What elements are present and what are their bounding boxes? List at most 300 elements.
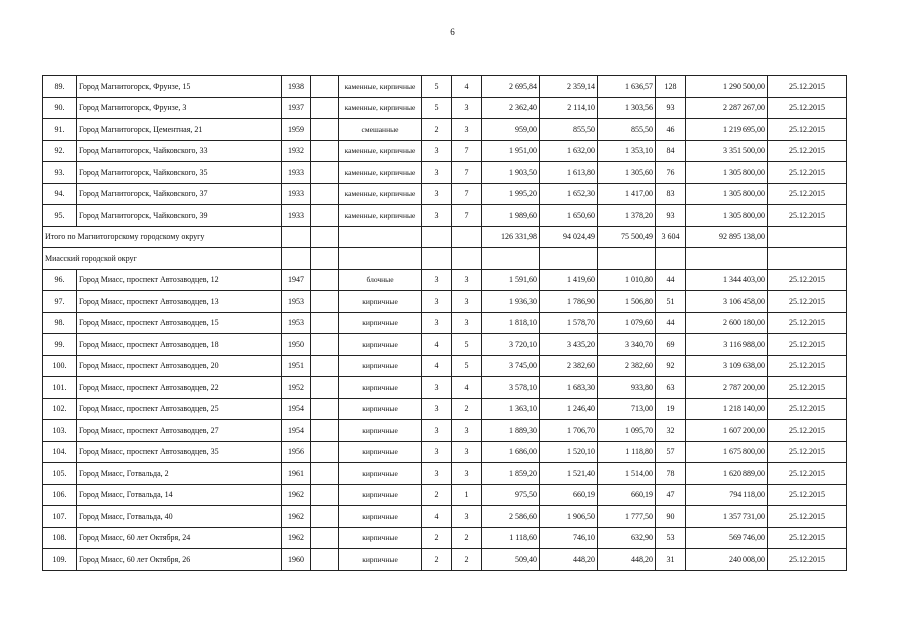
floors-cell: 3: [422, 183, 452, 205]
residents-cell: 93: [656, 205, 686, 227]
date-cell: 25.12.2015: [768, 97, 847, 119]
wall-material-cell: кирпичные: [339, 484, 422, 506]
living-area-cell: 1 683,30: [540, 377, 598, 399]
empty-cell: [422, 248, 452, 270]
table-row: [43, 119, 847, 141]
row-number: 89.: [43, 76, 77, 98]
floors-cell: 5: [422, 97, 452, 119]
wall-material-cell: кирпичные: [339, 506, 422, 528]
year-cell: 1962: [282, 527, 311, 549]
address-cell: Город Миасс, проспект Автозаводцев, 25: [77, 398, 282, 420]
address-cell: Город Миасс, проспект Автозаводцев, 18: [77, 334, 282, 356]
residential-area-sum: 75 500,49: [598, 226, 656, 248]
address-cell: Город Миасс, Готвальда, 2: [77, 463, 282, 485]
table-row: [43, 420, 847, 442]
living-area-cell: 1 632,00: [540, 140, 598, 162]
year-cell: 1959: [282, 119, 311, 141]
address-cell: Город Магнитогорск, Чайковского, 37: [77, 183, 282, 205]
entrances-cell: 4: [452, 76, 482, 98]
total-area-sum: 126 331,98: [482, 226, 540, 248]
living-area-cell: 1 419,60: [540, 269, 598, 291]
living-area-cell: 1 613,80: [540, 162, 598, 184]
housing-register-table: [42, 75, 847, 571]
floors-cell: 3: [422, 162, 452, 184]
address-cell: Город Миасс, проспект Автозаводцев, 22: [77, 377, 282, 399]
total-area-cell: 3 578,10: [482, 377, 540, 399]
entrances-cell: 3: [452, 291, 482, 313]
year-cell: 1933: [282, 205, 311, 227]
total-area-cell: 1 989,60: [482, 205, 540, 227]
living-area-cell: 660,19: [540, 484, 598, 506]
cost-cell: 3 351 500,00: [686, 140, 768, 162]
cost-cell: 569 746,00: [686, 527, 768, 549]
date-cell: 25.12.2015: [768, 334, 847, 356]
table-row: [43, 205, 847, 227]
residents-cell: 78: [656, 463, 686, 485]
entrances-cell: 2: [452, 549, 482, 571]
empty-cell: [482, 248, 540, 270]
address-cell: Город Миасс, проспект Автозаводцев, 12: [77, 269, 282, 291]
residents-cell: 128: [656, 76, 686, 98]
table-row: [43, 97, 847, 119]
residents-cell: 44: [656, 269, 686, 291]
residents-cell: 51: [656, 291, 686, 313]
empty-cell: [339, 226, 422, 248]
table-row: [43, 312, 847, 334]
floors-cell: 3: [422, 377, 452, 399]
year-cell: 1962: [282, 484, 311, 506]
total-label: Итого по Магнитогорскому городскому округу: [43, 226, 282, 248]
residential-area-cell: 2 382,60: [598, 355, 656, 377]
wall-material-cell: кирпичные: [339, 463, 422, 485]
residential-area-cell: 3 340,70: [598, 334, 656, 356]
empty-cell: [311, 398, 339, 420]
wall-material-cell: кирпичные: [339, 334, 422, 356]
residential-area-cell: 1 777,50: [598, 506, 656, 528]
address-cell: Город Миасс, проспект Автозаводцев, 27: [77, 420, 282, 442]
living-area-sum: 94 024,49: [540, 226, 598, 248]
residential-area-cell: 448,20: [598, 549, 656, 571]
living-area-cell: 2 359,14: [540, 76, 598, 98]
row-number: 91.: [43, 119, 77, 141]
residents-cell: 63: [656, 377, 686, 399]
residents-cell: 53: [656, 527, 686, 549]
total-area-cell: 1 936,30: [482, 291, 540, 313]
residential-area-cell: 933,80: [598, 377, 656, 399]
living-area-cell: 1 706,70: [540, 420, 598, 442]
wall-material-cell: кирпичные: [339, 420, 422, 442]
table-row: [43, 484, 847, 506]
empty-cell: [311, 226, 339, 248]
living-area-cell: 855,50: [540, 119, 598, 141]
entrances-cell: 7: [452, 183, 482, 205]
wall-material-cell: каменные, кирпичные: [339, 140, 422, 162]
empty-cell: [422, 226, 452, 248]
empty-cell: [311, 463, 339, 485]
empty-cell: [311, 355, 339, 377]
residential-area-cell: 713,00: [598, 398, 656, 420]
cost-cell: 1 305 800,00: [686, 183, 768, 205]
table-row: [43, 183, 847, 205]
floors-cell: 2: [422, 119, 452, 141]
table-row: [43, 355, 847, 377]
row-number: 94.: [43, 183, 77, 205]
date-cell: 25.12.2015: [768, 269, 847, 291]
year-cell: 1954: [282, 398, 311, 420]
cost-cell: 1 620 889,00: [686, 463, 768, 485]
row-number: 97.: [43, 291, 77, 313]
wall-material-cell: кирпичные: [339, 398, 422, 420]
cost-cell: 2 787 200,00: [686, 377, 768, 399]
date-cell: 25.12.2015: [768, 377, 847, 399]
row-number: 106.: [43, 484, 77, 506]
wall-material-cell: каменные, кирпичные: [339, 205, 422, 227]
floors-cell: 3: [422, 312, 452, 334]
living-area-cell: 1 578,70: [540, 312, 598, 334]
year-cell: 1951: [282, 355, 311, 377]
entrances-cell: 2: [452, 527, 482, 549]
residents-sum: 3 604: [656, 226, 686, 248]
date-cell: 25.12.2015: [768, 312, 847, 334]
total-area-cell: 2 695,84: [482, 76, 540, 98]
floors-cell: 3: [422, 205, 452, 227]
cost-cell: 1 344 403,00: [686, 269, 768, 291]
empty-cell: [311, 377, 339, 399]
empty-cell: [311, 484, 339, 506]
residential-area-cell: 855,50: [598, 119, 656, 141]
total-area-cell: 1 995,20: [482, 183, 540, 205]
entrances-cell: 7: [452, 140, 482, 162]
residents-cell: 32: [656, 420, 686, 442]
section-header-row: [43, 248, 847, 270]
cost-cell: 1 305 800,00: [686, 162, 768, 184]
empty-cell: [311, 527, 339, 549]
total-area-cell: 1 118,60: [482, 527, 540, 549]
address-cell: Город Миасс, проспект Автозаводцев, 35: [77, 441, 282, 463]
wall-material-cell: каменные, кирпичные: [339, 183, 422, 205]
address-cell: Город Миасс, 60 лет Октября, 24: [77, 527, 282, 549]
empty-cell: [768, 248, 847, 270]
total-row: [43, 226, 847, 248]
wall-material-cell: смешанные: [339, 119, 422, 141]
cost-cell: 240 008,00: [686, 549, 768, 571]
date-cell: 25.12.2015: [768, 463, 847, 485]
year-cell: 1947: [282, 269, 311, 291]
entrances-cell: 2: [452, 398, 482, 420]
floors-cell: 2: [422, 527, 452, 549]
residents-cell: 19: [656, 398, 686, 420]
table-row: [43, 162, 847, 184]
cost-cell: 1 218 140,00: [686, 398, 768, 420]
total-area-cell: 1 591,60: [482, 269, 540, 291]
residents-cell: 90: [656, 506, 686, 528]
total-area-cell: 1 951,00: [482, 140, 540, 162]
residential-area-cell: 660,19: [598, 484, 656, 506]
date-cell: 25.12.2015: [768, 119, 847, 141]
living-area-cell: 2 382,60: [540, 355, 598, 377]
table-row: [43, 463, 847, 485]
table-row: [43, 377, 847, 399]
empty-cell: [598, 248, 656, 270]
year-cell: 1953: [282, 312, 311, 334]
address-cell: Город Миасс, Готвальда, 40: [77, 506, 282, 528]
entrances-cell: 5: [452, 334, 482, 356]
empty-cell: [311, 248, 339, 270]
empty-cell: [282, 226, 311, 248]
residents-cell: 57: [656, 441, 686, 463]
address-cell: Город Миасс, проспект Автозаводцев, 20: [77, 355, 282, 377]
floors-cell: 3: [422, 269, 452, 291]
empty-cell: [311, 420, 339, 442]
residential-area-cell: 632,90: [598, 527, 656, 549]
year-cell: 1932: [282, 140, 311, 162]
empty-cell: [656, 248, 686, 270]
wall-material-cell: кирпичные: [339, 527, 422, 549]
total-area-cell: 1 859,20: [482, 463, 540, 485]
wall-material-cell: каменные, кирпичные: [339, 97, 422, 119]
year-cell: 1933: [282, 183, 311, 205]
empty-cell: [311, 441, 339, 463]
residents-cell: 44: [656, 312, 686, 334]
year-cell: 1952: [282, 377, 311, 399]
living-area-cell: 2 114,10: [540, 97, 598, 119]
living-area-cell: 1 786,90: [540, 291, 598, 313]
table-body: [43, 76, 847, 571]
total-area-cell: 959,00: [482, 119, 540, 141]
wall-material-cell: кирпичные: [339, 549, 422, 571]
residential-area-cell: 1 095,70: [598, 420, 656, 442]
cost-cell: 1 357 731,00: [686, 506, 768, 528]
table-row: [43, 334, 847, 356]
date-cell: 25.12.2015: [768, 355, 847, 377]
empty-cell: [452, 226, 482, 248]
wall-material-cell: каменные, кирпичные: [339, 76, 422, 98]
cost-cell: 2 600 180,00: [686, 312, 768, 334]
empty-cell: [686, 248, 768, 270]
total-area-cell: 1 363,10: [482, 398, 540, 420]
empty-cell: [768, 226, 847, 248]
section-label: Миасский городской округ: [43, 248, 282, 270]
table-row: [43, 291, 847, 313]
entrances-cell: 3: [452, 269, 482, 291]
table-row: [43, 76, 847, 98]
date-cell: 25.12.2015: [768, 527, 847, 549]
cost-cell: 1 290 500,00: [686, 76, 768, 98]
cost-cell: 1 305 800,00: [686, 205, 768, 227]
date-cell: 25.12.2015: [768, 420, 847, 442]
living-area-cell: 1 906,50: [540, 506, 598, 528]
row-number: 90.: [43, 97, 77, 119]
total-area-cell: 1 818,10: [482, 312, 540, 334]
residential-area-cell: 1 010,80: [598, 269, 656, 291]
residents-cell: 31: [656, 549, 686, 571]
floors-cell: 4: [422, 355, 452, 377]
cost-cell: 3 116 988,00: [686, 334, 768, 356]
empty-cell: [311, 506, 339, 528]
empty-cell: [311, 76, 339, 98]
floors-cell: 3: [422, 140, 452, 162]
total-area-cell: 1 889,30: [482, 420, 540, 442]
residential-area-cell: 1 636,57: [598, 76, 656, 98]
address-cell: Город Магнитогорск, Фрунзе, 15: [77, 76, 282, 98]
empty-cell: [311, 140, 339, 162]
table-row: [43, 269, 847, 291]
row-number: 109.: [43, 549, 77, 571]
row-number: 92.: [43, 140, 77, 162]
total-area-cell: 2 362,40: [482, 97, 540, 119]
row-number: 100.: [43, 355, 77, 377]
total-area-cell: 509,40: [482, 549, 540, 571]
wall-material-cell: кирпичные: [339, 377, 422, 399]
year-cell: 1938: [282, 76, 311, 98]
year-cell: 1937: [282, 97, 311, 119]
living-area-cell: 1 652,30: [540, 183, 598, 205]
year-cell: 1933: [282, 162, 311, 184]
row-number: 107.: [43, 506, 77, 528]
address-cell: Город Магнитогорск, Чайковского, 33: [77, 140, 282, 162]
entrances-cell: 5: [452, 355, 482, 377]
date-cell: 25.12.2015: [768, 162, 847, 184]
wall-material-cell: кирпичные: [339, 441, 422, 463]
empty-cell: [311, 97, 339, 119]
date-cell: 25.12.2015: [768, 506, 847, 528]
table-row: [43, 527, 847, 549]
table-row: [43, 506, 847, 528]
entrances-cell: 4: [452, 377, 482, 399]
table-row: [43, 441, 847, 463]
cost-cell: 3 106 458,00: [686, 291, 768, 313]
residential-area-cell: 1 506,80: [598, 291, 656, 313]
floors-cell: 4: [422, 334, 452, 356]
cost-sum: 92 895 138,00: [686, 226, 768, 248]
empty-cell: [311, 183, 339, 205]
total-area-cell: 3 720,10: [482, 334, 540, 356]
total-area-cell: 975,50: [482, 484, 540, 506]
floors-cell: 3: [422, 463, 452, 485]
entrances-cell: 3: [452, 97, 482, 119]
date-cell: 25.12.2015: [768, 441, 847, 463]
wall-material-cell: каменные, кирпичные: [339, 162, 422, 184]
date-cell: 25.12.2015: [768, 398, 847, 420]
year-cell: 1961: [282, 463, 311, 485]
cost-cell: 3 109 638,00: [686, 355, 768, 377]
floors-cell: 3: [422, 398, 452, 420]
cost-cell: 1 219 695,00: [686, 119, 768, 141]
living-area-cell: 1 246,40: [540, 398, 598, 420]
entrances-cell: 3: [452, 119, 482, 141]
residents-cell: 93: [656, 97, 686, 119]
row-number: 99.: [43, 334, 77, 356]
residential-area-cell: 1 353,10: [598, 140, 656, 162]
wall-material-cell: кирпичные: [339, 312, 422, 334]
residents-cell: 76: [656, 162, 686, 184]
row-number: 101.: [43, 377, 77, 399]
empty-cell: [311, 205, 339, 227]
address-cell: Город Магнитогорск, Чайковского, 39: [77, 205, 282, 227]
date-cell: 25.12.2015: [768, 183, 847, 205]
address-cell: Город Миасс, проспект Автозаводцев, 15: [77, 312, 282, 334]
entrances-cell: 3: [452, 463, 482, 485]
floors-cell: 2: [422, 484, 452, 506]
row-number: 98.: [43, 312, 77, 334]
total-area-cell: 3 745,00: [482, 355, 540, 377]
residents-cell: 84: [656, 140, 686, 162]
table-row: [43, 140, 847, 162]
empty-cell: [311, 334, 339, 356]
date-cell: 25.12.2015: [768, 484, 847, 506]
residential-area-cell: 1 378,20: [598, 205, 656, 227]
residential-area-cell: 1 303,56: [598, 97, 656, 119]
row-number: 103.: [43, 420, 77, 442]
date-cell: 25.12.2015: [768, 205, 847, 227]
row-number: 104.: [43, 441, 77, 463]
entrances-cell: 3: [452, 312, 482, 334]
row-number: 108.: [43, 527, 77, 549]
living-area-cell: 448,20: [540, 549, 598, 571]
entrances-cell: 3: [452, 506, 482, 528]
empty-cell: [452, 248, 482, 270]
wall-material-cell: кирпичные: [339, 291, 422, 313]
wall-material-cell: блочные: [339, 269, 422, 291]
empty-cell: [540, 248, 598, 270]
table-row: [43, 549, 847, 571]
address-cell: Город Миасс, проспект Автозаводцев, 13: [77, 291, 282, 313]
residents-cell: 47: [656, 484, 686, 506]
residents-cell: 46: [656, 119, 686, 141]
empty-cell: [282, 248, 311, 270]
row-number: 96.: [43, 269, 77, 291]
residents-cell: 83: [656, 183, 686, 205]
year-cell: 1956: [282, 441, 311, 463]
entrances-cell: 1: [452, 484, 482, 506]
address-cell: Город Миасс, 60 лет Октября, 26: [77, 549, 282, 571]
date-cell: 25.12.2015: [768, 76, 847, 98]
table-row: [43, 398, 847, 420]
date-cell: 25.12.2015: [768, 549, 847, 571]
residential-area-cell: 1 417,00: [598, 183, 656, 205]
date-cell: 25.12.2015: [768, 140, 847, 162]
empty-cell: [311, 312, 339, 334]
year-cell: 1950: [282, 334, 311, 356]
address-cell: Город Магнитогорск, Цементная, 21: [77, 119, 282, 141]
entrances-cell: 3: [452, 441, 482, 463]
residential-area-cell: 1 514,00: [598, 463, 656, 485]
living-area-cell: 746,10: [540, 527, 598, 549]
floors-cell: 4: [422, 506, 452, 528]
empty-cell: [339, 248, 422, 270]
year-cell: 1954: [282, 420, 311, 442]
year-cell: 1962: [282, 506, 311, 528]
address-cell: Город Миасс, Готвальда, 14: [77, 484, 282, 506]
total-area-cell: 1 903,50: [482, 162, 540, 184]
floors-cell: 3: [422, 441, 452, 463]
floors-cell: 3: [422, 291, 452, 313]
floors-cell: 3: [422, 420, 452, 442]
page-number: 6: [450, 27, 455, 37]
wall-material-cell: кирпичные: [339, 355, 422, 377]
empty-cell: [311, 162, 339, 184]
cost-cell: 2 287 267,00: [686, 97, 768, 119]
cost-cell: 1 675 800,00: [686, 441, 768, 463]
living-area-cell: 1 521,40: [540, 463, 598, 485]
year-cell: 1953: [282, 291, 311, 313]
floors-cell: 2: [422, 549, 452, 571]
empty-cell: [311, 291, 339, 313]
total-area-cell: 1 686,00: [482, 441, 540, 463]
year-cell: 1960: [282, 549, 311, 571]
living-area-cell: 1 650,60: [540, 205, 598, 227]
row-number: 95.: [43, 205, 77, 227]
